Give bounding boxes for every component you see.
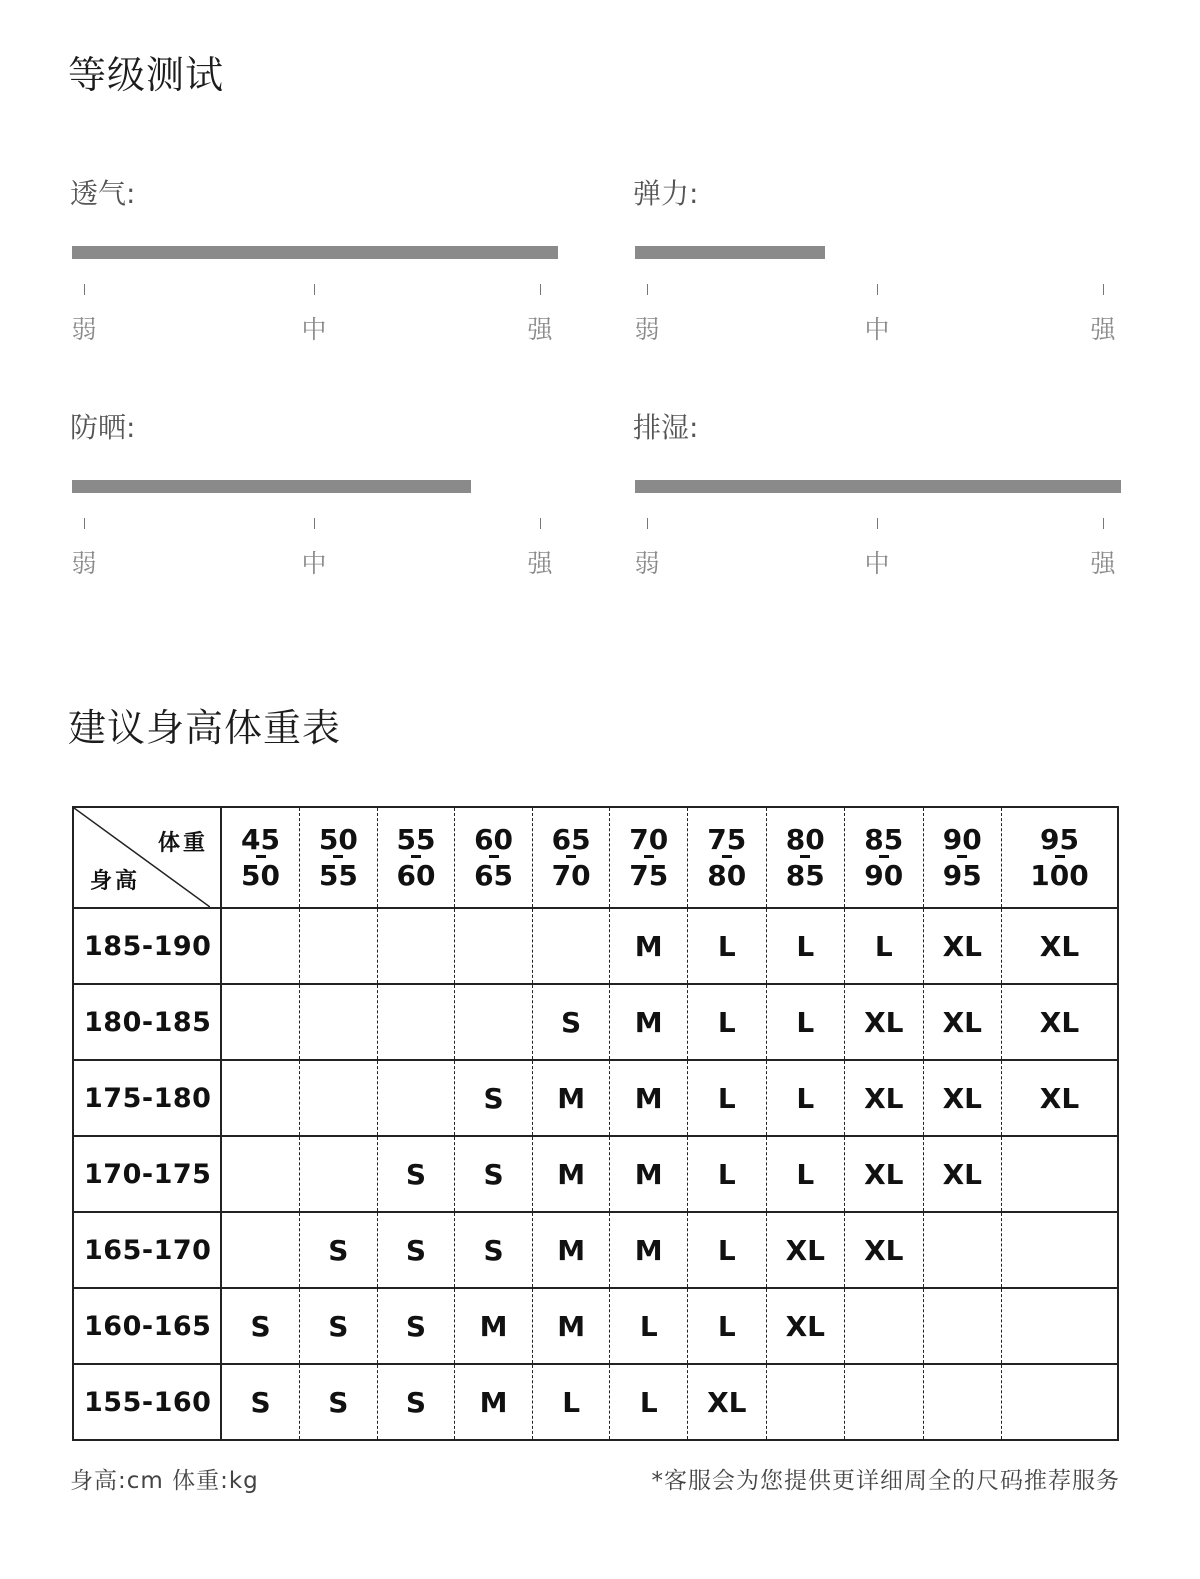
size-cell <box>1002 1136 1118 1212</box>
size-cell: M <box>610 908 688 984</box>
scale-tick <box>540 518 541 529</box>
rating-bar-fill <box>635 246 825 259</box>
service-note: *客服会为您提供更详细周全的尺码推荐服务 <box>651 1468 1120 1494</box>
size-chart-table <box>72 806 1119 1441</box>
size-cell: XL <box>923 908 1002 984</box>
weight-range-header <box>532 807 610 908</box>
size-cell: XL <box>1002 1060 1118 1136</box>
size-cell: S <box>300 1212 378 1288</box>
size-cell: L <box>766 984 845 1060</box>
rating-sun-protection <box>70 406 560 606</box>
size-cell: S <box>377 1288 455 1364</box>
height-range-cell: 155-160 <box>73 1364 221 1440</box>
corner-height-label: 身高 <box>90 869 141 894</box>
weight-range-header <box>377 807 455 908</box>
size-cell: M <box>532 1212 610 1288</box>
weight-from: 90 <box>942 822 982 856</box>
size-cell <box>1002 1364 1118 1440</box>
size-cell: M <box>610 1060 688 1136</box>
scale-label: 强 <box>527 549 553 578</box>
size-cell: M <box>532 1288 610 1364</box>
size-cell: XL <box>923 1136 1002 1212</box>
size-cell: XL <box>923 984 1002 1060</box>
scale-label: 弱 <box>634 315 660 344</box>
size-cell: M <box>455 1364 533 1440</box>
height-range-cell: 160-165 <box>73 1288 221 1364</box>
size-cell: XL <box>845 1060 924 1136</box>
size-cell: M <box>610 1136 688 1212</box>
rating-bar-fill <box>635 480 1121 493</box>
table-corner-cell <box>73 807 221 908</box>
scale-label: 强 <box>1090 549 1116 578</box>
weight-range-header <box>221 807 300 908</box>
size-cell: XL <box>1002 908 1118 984</box>
size-cell: L <box>766 1136 845 1212</box>
scale-label: 强 <box>527 315 553 344</box>
rating-label: 透气: <box>70 177 136 210</box>
rating-elasticity <box>633 172 1123 372</box>
weight-range-header <box>766 807 845 908</box>
table-row <box>73 908 1118 984</box>
size-cell: XL <box>845 1212 924 1288</box>
weight-to: 55 <box>318 858 358 892</box>
weight-from: 50 <box>318 822 358 856</box>
size-cell: XL <box>845 984 924 1060</box>
size-cell <box>377 1060 455 1136</box>
scale-label: 弱 <box>634 549 660 578</box>
size-cell <box>377 908 455 984</box>
scale-tick <box>540 284 541 295</box>
scale-label: 弱 <box>71 315 97 344</box>
size-cell <box>845 1364 924 1440</box>
size-cell <box>923 1212 1002 1288</box>
size-cell: L <box>688 1060 767 1136</box>
scale-label: 中 <box>864 315 890 344</box>
weight-to: 85 <box>785 858 825 892</box>
size-cell: XL <box>766 1212 845 1288</box>
size-cell: S <box>377 1364 455 1440</box>
scale-label: 弱 <box>71 549 97 578</box>
size-cell <box>300 908 378 984</box>
size-cell: S <box>455 1212 533 1288</box>
size-cell: L <box>688 1288 767 1364</box>
size-cell <box>221 1136 300 1212</box>
size-cell <box>455 908 533 984</box>
size-cell: XL <box>923 1060 1002 1136</box>
scale-tick <box>647 518 648 529</box>
size-cell: S <box>455 1136 533 1212</box>
scale-label: 中 <box>301 315 327 344</box>
size-cell: L <box>688 908 767 984</box>
weight-from: 60 <box>474 822 514 856</box>
table-row <box>73 1136 1118 1212</box>
size-cell: M <box>532 1136 610 1212</box>
size-cell: L <box>532 1364 610 1440</box>
weight-from: 80 <box>785 822 825 856</box>
size-cell: S <box>532 984 610 1060</box>
weight-to: 90 <box>864 858 904 892</box>
table-row <box>73 984 1118 1060</box>
size-cell: S <box>300 1364 378 1440</box>
rating-bar-fill <box>72 480 471 493</box>
weight-range-header <box>923 807 1002 908</box>
size-cell: S <box>377 1212 455 1288</box>
size-cell <box>221 908 300 984</box>
size-cell: S <box>455 1060 533 1136</box>
size-cell <box>923 1364 1002 1440</box>
height-range-cell: 170-175 <box>73 1136 221 1212</box>
size-cell: L <box>766 1060 845 1136</box>
weight-range-header <box>300 807 378 908</box>
rating-label: 防晒: <box>70 411 136 444</box>
rating-moisture-wicking <box>633 406 1123 606</box>
scale-tick <box>84 518 85 529</box>
size-cell <box>455 984 533 1060</box>
weight-range-header <box>845 807 924 908</box>
height-range-cell: 185-190 <box>73 908 221 984</box>
units-note: 身高:cm 体重:kg <box>70 1468 259 1494</box>
weight-to: 70 <box>551 858 591 892</box>
rating-bar-track <box>72 246 558 259</box>
size-cell <box>300 1136 378 1212</box>
rating-bar-fill <box>72 246 558 259</box>
size-cell: XL <box>766 1288 845 1364</box>
size-cell: M <box>610 984 688 1060</box>
size-cell: XL <box>688 1364 767 1440</box>
weight-range-header <box>455 807 533 908</box>
weight-from: 45 <box>241 822 281 856</box>
height-range-cell: 165-170 <box>73 1212 221 1288</box>
weight-from: 85 <box>864 822 904 856</box>
weight-range-header <box>610 807 688 908</box>
weight-to: 75 <box>629 858 669 892</box>
size-cell <box>300 1060 378 1136</box>
rating-breathability <box>70 172 560 372</box>
size-cell <box>377 984 455 1060</box>
size-cell: L <box>610 1288 688 1364</box>
table-row <box>73 1060 1118 1136</box>
size-cell <box>766 1364 845 1440</box>
size-cell: S <box>221 1364 300 1440</box>
scale-tick <box>877 518 878 529</box>
size-cell: M <box>455 1288 533 1364</box>
scale-tick <box>1103 518 1104 529</box>
rating-bar-track <box>635 246 1121 259</box>
weight-to: 100 <box>1030 858 1089 892</box>
scale-tick <box>314 518 315 529</box>
size-cell: S <box>377 1136 455 1212</box>
height-range-cell: 175-180 <box>73 1060 221 1136</box>
weight-range-header <box>1002 807 1118 908</box>
weight-range-header <box>688 807 767 908</box>
scale-tick <box>314 284 315 295</box>
size-cell <box>221 1212 300 1288</box>
size-cell <box>845 1288 924 1364</box>
weight-to: 50 <box>241 858 281 892</box>
scale-tick <box>647 284 648 295</box>
table-header-row <box>73 807 1118 908</box>
size-cell <box>221 1060 300 1136</box>
rating-bar-track <box>635 480 1121 493</box>
size-cell <box>923 1288 1002 1364</box>
scale-label: 强 <box>1090 315 1116 344</box>
rating-label: 排湿: <box>633 411 699 444</box>
weight-from: 65 <box>551 822 591 856</box>
size-cell: L <box>610 1364 688 1440</box>
size-cell: L <box>845 908 924 984</box>
size-cell: L <box>688 1212 767 1288</box>
table-row <box>73 1212 1118 1288</box>
weight-from: 75 <box>707 822 747 856</box>
size-cell: L <box>688 1136 767 1212</box>
size-cell <box>532 908 610 984</box>
size-chart-title: 建议身高体重表 <box>68 706 342 750</box>
weight-from: 70 <box>629 822 669 856</box>
size-cell: XL <box>1002 984 1118 1060</box>
size-cell <box>1002 1212 1118 1288</box>
scale-label: 中 <box>864 549 890 578</box>
size-cell: M <box>610 1212 688 1288</box>
table-row <box>73 1288 1118 1364</box>
grade-test-title: 等级测试 <box>68 53 225 97</box>
rating-label: 弹力: <box>633 177 699 210</box>
weight-to: 65 <box>474 858 514 892</box>
size-cell <box>1002 1288 1118 1364</box>
weight-to: 80 <box>707 858 747 892</box>
scale-tick <box>1103 284 1104 295</box>
weight-from: 55 <box>396 822 436 856</box>
height-range-cell: 180-185 <box>73 984 221 1060</box>
size-cell: S <box>300 1288 378 1364</box>
size-cell: L <box>688 984 767 1060</box>
weight-to: 60 <box>396 858 436 892</box>
corner-weight-label: 体重 <box>157 831 208 856</box>
size-cell: XL <box>845 1136 924 1212</box>
scale-tick <box>84 284 85 295</box>
scale-tick <box>877 284 878 295</box>
table-row <box>73 1364 1118 1440</box>
size-cell: L <box>766 908 845 984</box>
size-cell <box>300 984 378 1060</box>
rating-bar-track <box>72 480 558 493</box>
size-cell: S <box>221 1288 300 1364</box>
weight-from: 95 <box>1040 822 1079 856</box>
weight-to: 95 <box>942 858 982 892</box>
scale-label: 中 <box>301 549 327 578</box>
size-cell: M <box>532 1060 610 1136</box>
size-cell <box>221 984 300 1060</box>
